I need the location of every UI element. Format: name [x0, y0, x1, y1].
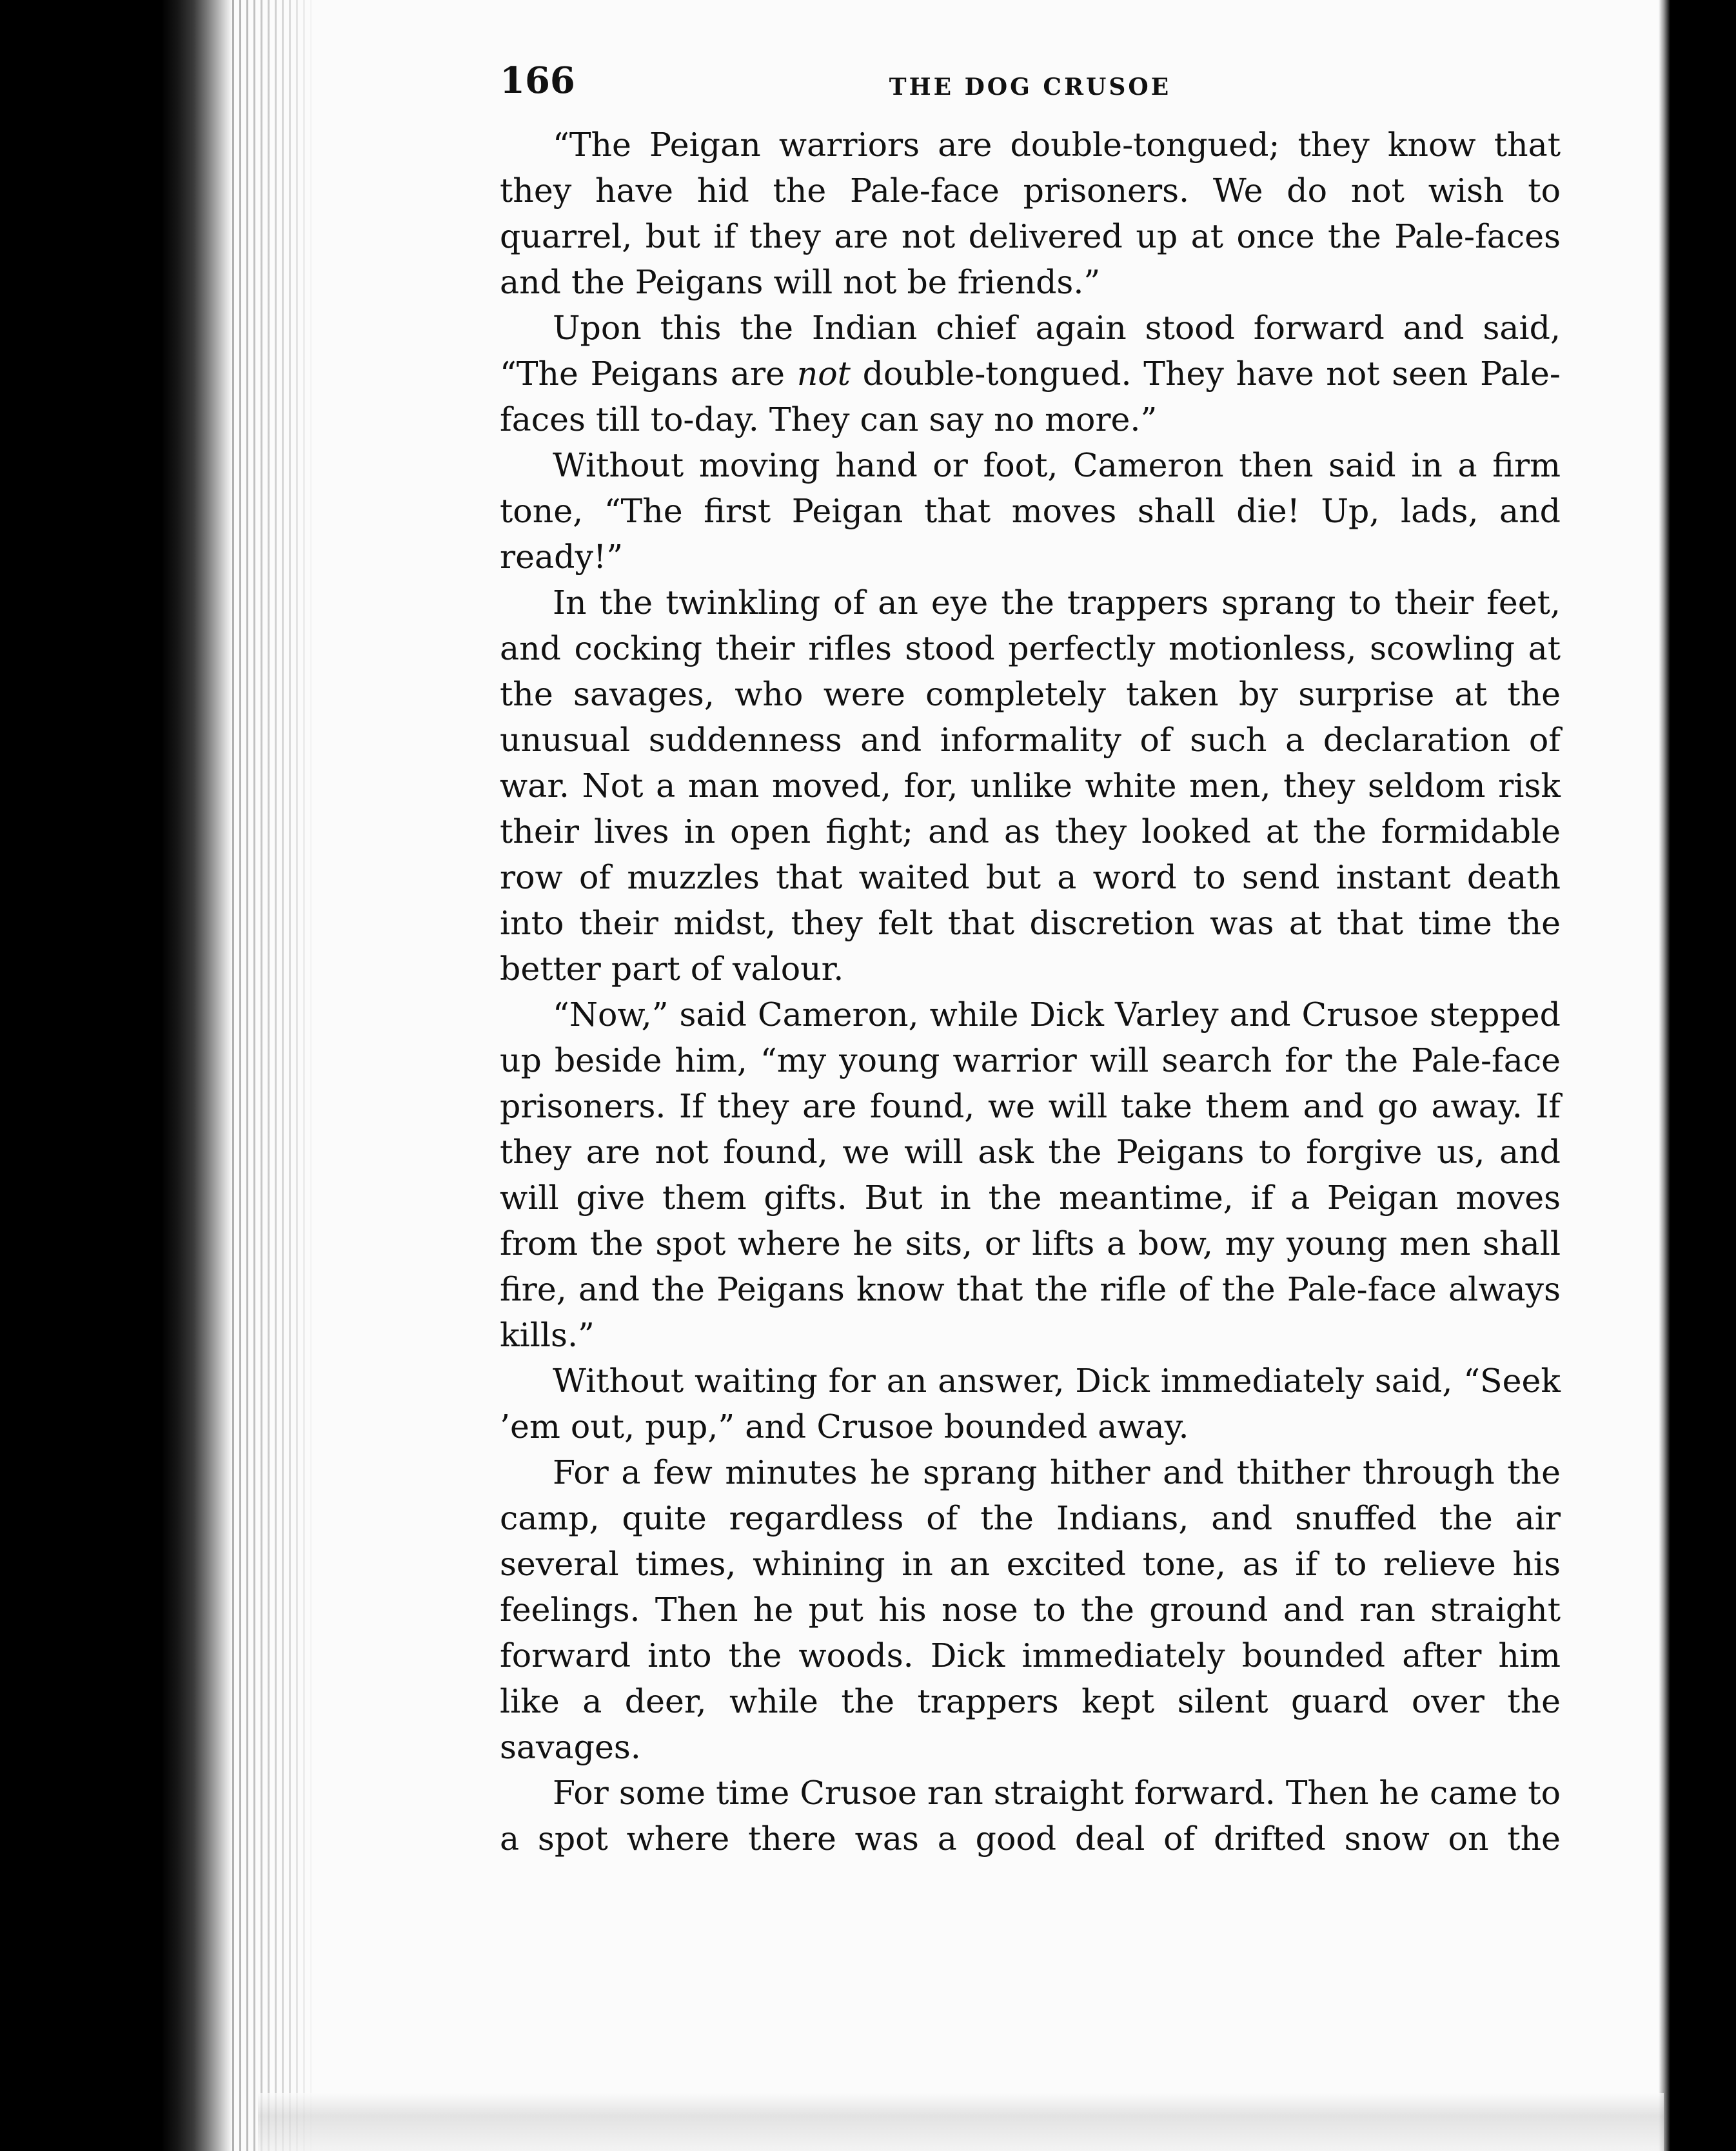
paragraph-2 — [500, 305, 1561, 442]
running-head — [500, 55, 1561, 106]
page-bottom-edge — [258, 2093, 1664, 2151]
paragraph-2-emphasis: not — [796, 355, 851, 393]
scan-left-shadow — [0, 0, 232, 2151]
paragraph-8: For some time Crusoe ran straight forward. Then he came to a spot where there was a good deal of drifted snow on the — [500, 1774, 1561, 1858]
book-page — [500, 55, 1561, 1861]
book-leaf-edges-fade — [232, 0, 316, 2151]
paragraph-6: Without waiting for an answer, Dick immediately said, “Seek ’em out, pup,” and Crusoe bounded away. — [500, 1362, 1561, 1446]
paragraph-1: “The Peigan warriors are double-tongued; they know that they have hid the Pale-face prisoners. We do not wish to quarrel, but if they are not delivered up at once the Pale-faces and the Peigans will not be friends.” — [500, 126, 1561, 301]
scan-right-border — [1659, 0, 1736, 2151]
paragraph-5: “Now,” said Cameron, while Dick Varley and Crusoe stepped up beside him, “my young warrior will search for the Pale-face prisoners. If they are found, we will take them and go away. If they are not found, we will ask the Peigans to forgive us, and will give them gifts. But in the meantime, if a Peigan moves from the spot where he sits, or lifts a bow, my young men shall fire, and the Peigans know that the rifle of the Pale-face always kills.” — [500, 996, 1561, 1354]
running-head-title: THE DOG CRUSOE — [889, 74, 1172, 101]
page-number: 166 — [500, 59, 575, 102]
paragraph-3: Without moving hand or foot, Cameron then said in a firm tone, “The first Peigan that moves shall die! Up, lads, and ready!” — [500, 446, 1561, 576]
body-text — [500, 122, 1561, 1861]
paragraph-4: In the twinkling of an eye the trappers sprang to their feet, and cocking their rifles stood perfectly motionless, scowling at the savages, who were completely taken by surprise at the unusual suddenness and informality of such a declaration of war. Not a man moved, for, unlike white men, they seldom risk their lives in open fight; and as they looked at the formidable row of muzzles that waited but a word to send instant death into their midst, they felt that discretion was at that time the better part of valour. — [500, 584, 1561, 988]
paragraph-7: For a few minutes he sprang hither and thither through the camp, quite regardless of the Indians, and snuffed the air several times, whining in an excited tone, as if to relieve his feelings. Then he put his nose to the ground and ran straight forward into the woods. Dick immediately bounded after him like a deer, while the trappers kept silent guard over the savages. — [500, 1453, 1561, 1766]
paragraph-2-start: Upon this the Indian chief again stood forward and said, “The Peigans are — [500, 309, 1561, 393]
paragraph-2-end: double-tongued. They have not seen Pale-faces till to-day. They can say no more.” — [500, 355, 1561, 438]
